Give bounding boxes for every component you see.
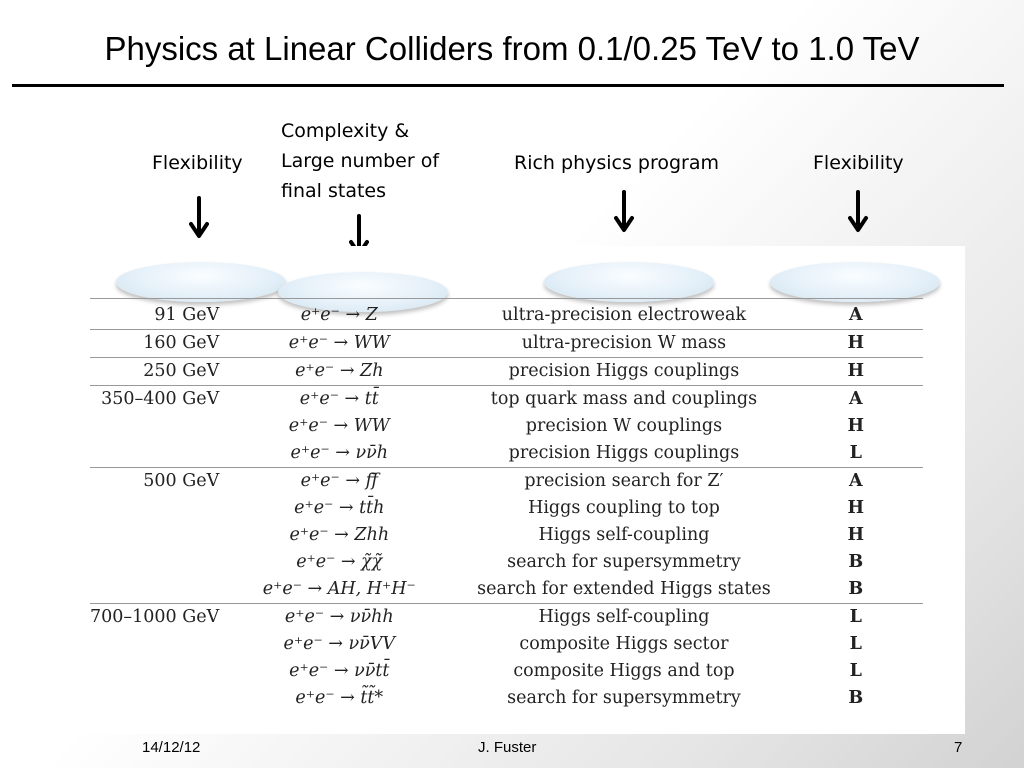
footer-page-number: 7	[954, 739, 963, 756]
goal-cell: ultra-precision W mass	[459, 330, 788, 358]
down-arrow-icon	[848, 190, 868, 234]
table-row	[90, 330, 923, 358]
goal-cell: top quark mass and couplings	[459, 386, 788, 414]
table-row	[90, 440, 923, 468]
process-cell: e⁺e⁻ → t̃t̃*	[295, 688, 384, 708]
energy-cell: 160 GeV	[90, 330, 219, 358]
collider-cell: H	[847, 416, 865, 436]
energy-cell	[90, 631, 219, 658]
goal-cell: Higgs self-coupling	[538, 525, 710, 545]
goal-cell: precision Higgs couplings	[508, 443, 740, 463]
collider-cell: H	[789, 330, 923, 358]
process-cell: e⁺e⁻ → νν̄hh	[219, 604, 459, 632]
highlight-ellipse	[770, 262, 940, 302]
header-complexity-line-3: final states	[281, 180, 387, 202]
process-cell: e⁺e⁻ → νν̄VV	[283, 634, 396, 654]
energy-cell: 350–400 GeV	[90, 386, 219, 414]
goal-cell: search for extended Higgs states	[477, 579, 771, 599]
physics-table-body	[90, 302, 923, 712]
process-cell: e⁺e⁻ → WW	[288, 416, 390, 436]
highlight-ellipse	[544, 262, 714, 302]
table-row	[90, 358, 923, 386]
physics-table	[90, 302, 923, 712]
footer-date: 14/12/12	[142, 739, 201, 756]
header-complexity	[281, 116, 439, 206]
energy-cell	[90, 522, 219, 549]
down-arrow-icon	[614, 190, 634, 234]
goal-cell: search for supersymmetry	[507, 552, 741, 572]
energy-cell: 91 GeV	[154, 305, 220, 325]
highlight-ellipse	[116, 262, 286, 302]
process-cell: e⁺e⁻ → tt̄	[219, 386, 459, 414]
physics-table-panel	[64, 246, 965, 734]
collider-cell: L	[789, 604, 923, 632]
process-cell: e⁺e⁻ → Zhh	[289, 525, 390, 545]
goal-cell: precision W couplings	[525, 416, 723, 436]
collider-cell: A	[789, 468, 923, 496]
title-divider	[12, 84, 1004, 87]
goal-cell: Higgs self-coupling	[459, 604, 788, 632]
collider-cell: H	[789, 358, 923, 386]
energy-cell: 500 GeV	[90, 468, 219, 496]
down-arrow-icon	[189, 196, 209, 240]
header-complexity-line-1: Complexity &	[281, 120, 410, 142]
collider-cell: L	[849, 661, 862, 681]
table-top-rule	[90, 298, 923, 299]
process-cell: e⁺e⁻ → tt̄h	[294, 498, 385, 518]
table-row	[90, 631, 923, 658]
table-row	[90, 685, 923, 712]
energy-cell	[90, 549, 219, 576]
process-cell: e⁺e⁻ → Z	[300, 305, 378, 325]
header-complexity-line-2: Large number of	[281, 150, 440, 172]
energy-cell	[90, 413, 219, 440]
slide-title: Physics at Linear Colliders from 0.1/0.25 TeV to 1.0 TeV	[104, 30, 920, 67]
table-row	[90, 386, 923, 414]
table-row	[90, 604, 923, 632]
collider-cell: L	[849, 634, 862, 654]
energy-cell	[90, 495, 219, 522]
table-row	[90, 495, 923, 522]
energy-cell	[90, 440, 219, 468]
header-flexibility-right: Flexibility	[813, 152, 904, 174]
process-cell: e⁺e⁻ → WW	[219, 330, 459, 358]
process-cell: e⁺e⁻ → Zh	[219, 358, 459, 386]
energy-cell	[90, 576, 219, 604]
table-row	[90, 413, 923, 440]
table-row	[90, 468, 923, 496]
process-cell: e⁺e⁻ → χ̃χ̃	[296, 552, 383, 572]
table-row	[90, 549, 923, 576]
collider-cell: B	[848, 579, 864, 599]
collider-cell: H	[847, 525, 865, 545]
header-flexibility-left: Flexibility	[152, 152, 243, 174]
footer-author: J. Fuster	[478, 739, 537, 756]
table-row	[90, 302, 923, 330]
goal-cell: Higgs coupling to top	[528, 498, 720, 518]
goal-cell: precision search for Z′	[459, 468, 788, 496]
collider-cell: B	[848, 688, 864, 708]
collider-cell: H	[847, 498, 865, 518]
process-cell: e⁺e⁻ → AH, H⁺H⁻	[262, 579, 416, 599]
goal-cell: composite Higgs sector	[519, 634, 729, 654]
table-row	[90, 522, 923, 549]
collider-cell: B	[848, 552, 864, 572]
table-row	[90, 576, 923, 604]
table-row	[90, 658, 923, 685]
collider-cell: A	[848, 305, 863, 325]
process-cell: e⁺e⁻ → ff̄	[219, 468, 459, 496]
goal-cell: composite Higgs and top	[513, 661, 735, 681]
goal-cell: precision Higgs couplings	[459, 358, 788, 386]
collider-cell: L	[849, 443, 862, 463]
process-cell: e⁺e⁻ → νν̄tt̄	[289, 661, 390, 681]
energy-cell: 700–1000 GeV	[90, 604, 219, 632]
energy-cell	[90, 658, 219, 685]
header-rich-physics: Rich physics program	[514, 152, 720, 174]
process-cell: e⁺e⁻ → νν̄h	[290, 443, 389, 463]
goal-cell: search for supersymmetry	[507, 688, 741, 708]
goal-cell: ultra-precision electroweak	[501, 305, 747, 325]
collider-cell: A	[789, 386, 923, 414]
energy-cell	[90, 685, 219, 712]
energy-cell: 250 GeV	[90, 358, 219, 386]
